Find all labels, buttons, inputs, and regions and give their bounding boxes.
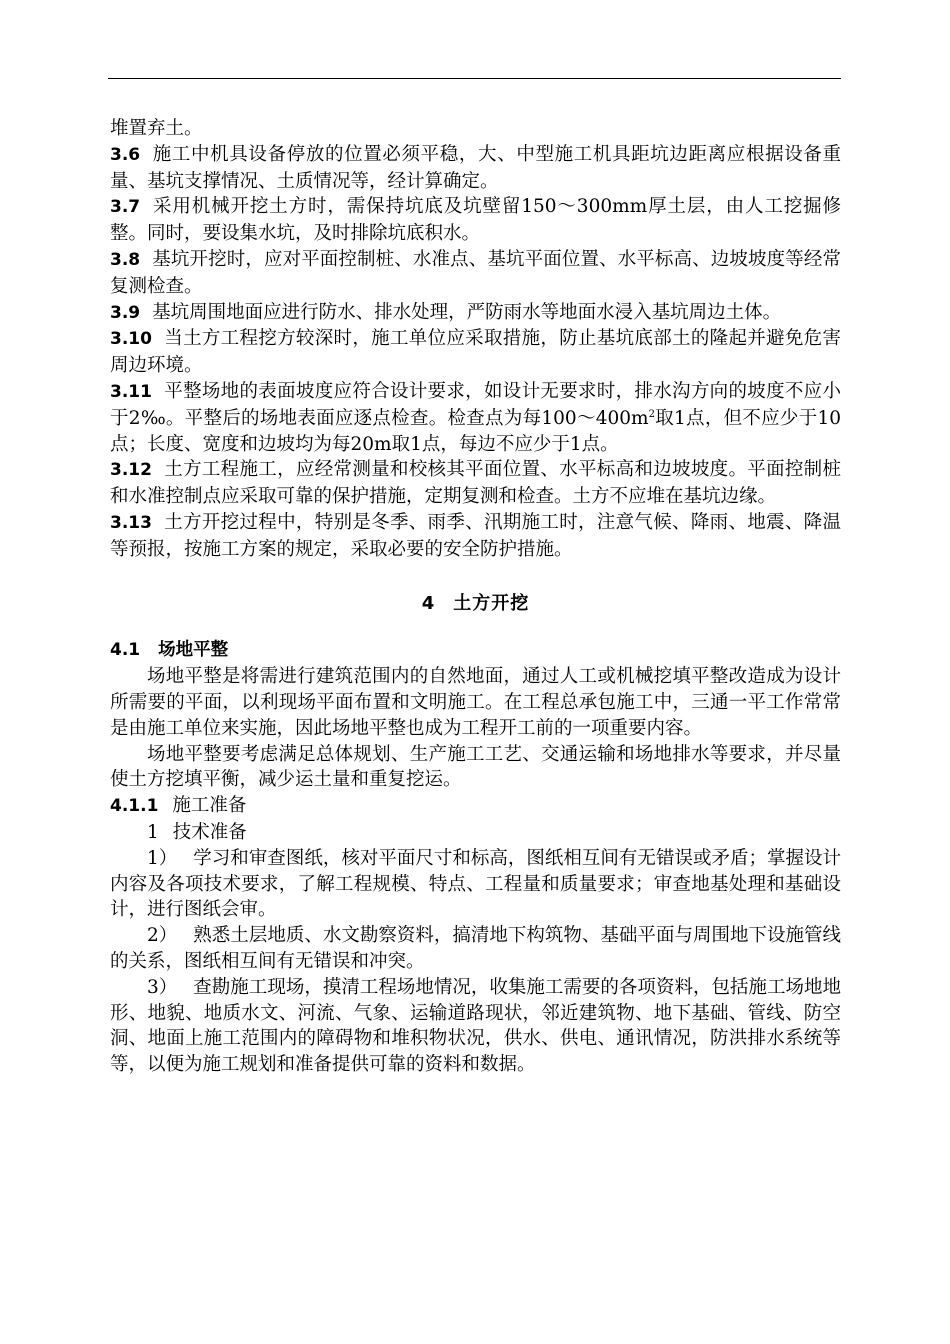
- document-body: [110, 116, 841, 1078]
- item-title: 技术准备: [172, 821, 247, 843]
- clause-3-12: [110, 457, 841, 510]
- clause-3-11: [110, 379, 841, 457]
- item-heading: [110, 820, 841, 846]
- section-title: 场地平整: [158, 640, 229, 661]
- step-number: 2）: [147, 925, 178, 947]
- section-title: 施工准备: [172, 795, 247, 817]
- step-2: [110, 923, 841, 975]
- clause-number: 3.7: [110, 197, 141, 218]
- clause-text: 土方开挖过程中，特别是冬季、雨季、汛期施工时，注意气候、降雨、地震、降温等预报，按施工方案的规定，采取必要的安全防护措施。: [110, 511, 841, 560]
- section-heading-4-1: [110, 638, 841, 664]
- clause-text: 平整场地的表面坡度应符合设计要求，如设计无要求时，排水沟方向的坡度不应小于2‰。平整后的场地表面应逐点检查。检查点为每100～400m: [110, 380, 841, 429]
- clause-number: 3.10: [110, 329, 152, 350]
- superscript: 2: [648, 408, 655, 420]
- clause-number: 3.9: [110, 302, 141, 323]
- clause-3-10: [110, 326, 841, 379]
- clause-text: 土方工程施工，应经常测量和校核其平面位置、水平标高和边坡坡度。平面控制桩和水准控制点应采取可靠的保护措施，定期复测和检查。土方不应堆在基坑边缘。: [110, 459, 841, 508]
- clause-number: 3.13: [110, 512, 152, 533]
- step-text: 学习和审查图纸，核对平面尺寸和标高，图纸相互间有无错误或矛盾；掌握设计内容及各项技术要求，了解工程规模、特点、工程量和质量要求；审查地基处理和基础设计，进行图纸会审。: [110, 847, 841, 921]
- body-paragraph: 场地平整要考虑满足总体规划、生产施工工艺、交通运输和场地排水等要求，并尽量使土方挖填平衡，减少运土量和重复挖运。: [110, 743, 841, 791]
- step-number: 3）: [147, 976, 178, 998]
- header-rule: [108, 78, 841, 79]
- step-number: 1）: [147, 847, 178, 869]
- step-text: 熟悉土层地质、水文勘察资料，搞清地下构筑物、基础平面与周围地下设施管线的关系，图纸相互间有无错误和冲突。: [110, 925, 841, 972]
- clause-text: 基坑开挖时，应对平面控制桩、水准点、基坑平面位置、水平标高、边坡坡度等经常复测检查。: [110, 248, 841, 297]
- clause-text: 基坑周围地面应进行防水、排水处理，严防雨水等地面水浸入基坑周边土体。: [152, 301, 782, 323]
- chapter-title: 土方开挖: [453, 592, 530, 614]
- clause-number: 3.12: [110, 460, 152, 481]
- clause-3-6: [110, 142, 841, 195]
- clause-text-cont: 取1点，但不应少于10点；长度、宽度和边坡均为每20m取1点，每边不应少于1点。: [110, 407, 842, 455]
- item-number: 1: [147, 821, 159, 843]
- clause-number: 3.11: [110, 381, 152, 402]
- body-paragraph: 场地平整是将需进行建筑范围内的自然地面，通过人工或机械挖填平整改造成为设计所需要的平面，以利现场平面布置和文明施工。在工程总承包施工中，三通一平工作常常是由施工单位来实施，因此场地平整也成为工程开工前的一项重要内容。: [110, 666, 841, 739]
- clause-number: 3.8: [110, 249, 141, 270]
- section-number: 4.1.1: [110, 796, 159, 817]
- clause-3-7: [110, 194, 841, 247]
- clause-3-8: [110, 247, 841, 300]
- clause-3-13: [110, 510, 841, 563]
- clause-3-9: [110, 300, 841, 327]
- section-number: 4.1: [110, 640, 141, 661]
- step-text: 查勘施工现场，摸清工程场地情况，收集施工需要的各项资料，包括施工场地地形、地貌、地质水文、河流、气象、运输道路现状，邻近建筑物、地下基础、管线、防空洞、地面上施工范围内的障碍物和堆积物状况，供水、供电、通讯情况，防洪排水系统等等，以便为施工规划和准备提供可靠的资料和数据。: [110, 976, 841, 1076]
- paragraph-fragment: 堆置弃土。: [110, 118, 203, 139]
- step-3: [110, 975, 841, 1078]
- clause-text: 采用机械开挖土方时，需保持坑底及坑壁留150～300mm厚土层，由人工挖掘修整。同时，要设集水坑，及时排除坑底积水。: [110, 196, 841, 245]
- clause-text: 施工中机具设备停放的位置必须平稳，大、中型施工机具距坑边距离应根据设备重量、基坑支撑情况、土质情况等，经计算确定。: [110, 143, 841, 192]
- chapter-heading: [110, 591, 841, 617]
- clause-text: 当土方工程挖方较深时，施工单位应采取措施，防止基坑底部土的隆起并避免危害周边环境。: [110, 328, 841, 377]
- section-heading-4-1-1: [110, 793, 841, 820]
- clause-number: 3.6: [110, 144, 141, 165]
- step-1: [110, 846, 841, 923]
- chapter-number: 4: [421, 592, 436, 614]
